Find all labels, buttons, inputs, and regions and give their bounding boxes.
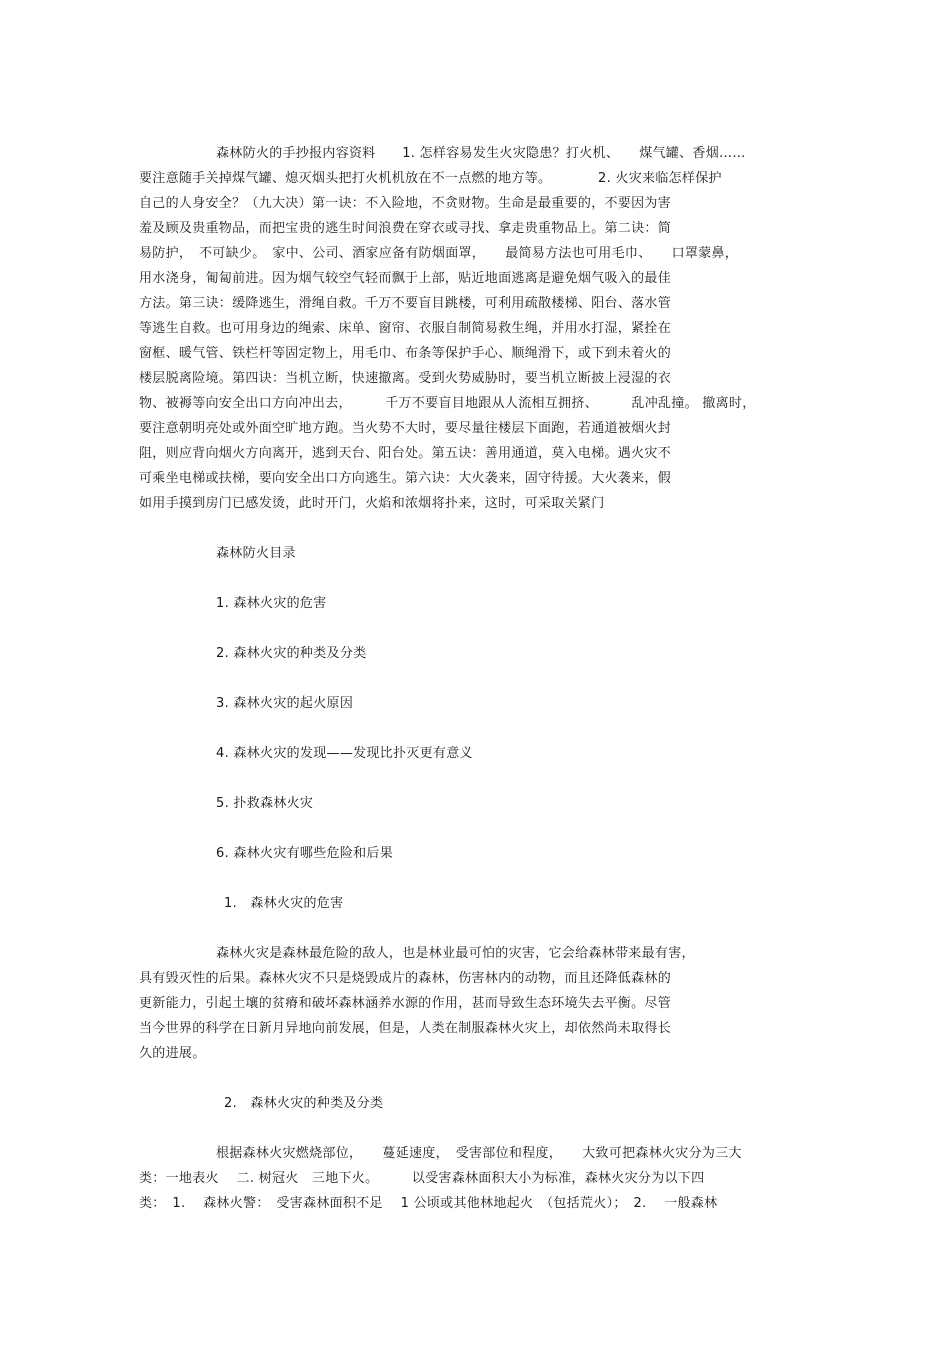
section1-heading: 1. 森林火灾的危害 (224, 896, 344, 911)
intro-line: 用水浇身，匍匐前进。因为烟气较空气轻而飘于上部，贴近地面逃离是避免烟气吸入的最佳 (139, 271, 672, 286)
toc-title: 森林防火目录 (216, 546, 296, 561)
intro-line: 森林防火的手抄报内容资料 1. 怎样容易发生火灾隐患？打火机、 煤气罐、香烟…… (216, 146, 746, 161)
toc-item: 6. 森林火灾有哪些危险和后果 (216, 846, 394, 861)
intro-line: 阻，则应背向烟火方向离开，逃到天台、阳台处。第五诀：善用通道，莫入电梯。遇火灾不 (139, 446, 672, 461)
intro-line: 物、被褥等向安全出口方向冲出去， 千万不要盲目地跟从人流相互拥挤、 乱冲乱撞。 撤离时， (139, 396, 756, 411)
intro-line: 楼层脱离险境。第四诀：当机立断，快速撤离。受到火势威胁时，要当机立断披上浸湿的衣 (139, 371, 672, 386)
intro-line: 易防护， 不可缺少。 家中、公司、酒家应备有防烟面罩， 最简易方法也可用毛巾、 口罩蒙鼻， (139, 246, 739, 261)
section1-line: 森林火灾是森林最危险的敌人，也是林业最可怕的灾害，它会给森林带来最有害， (216, 946, 695, 961)
section2-line: 根据森林火灾燃烧部位， 蔓延速度， 受害部位和程度， 大致可把森林火灾分为三大 (216, 1146, 742, 1161)
section2-line: 类：一地表火 二. 树冠火 三地下火。 以受害森林面积大小为标准，森林火灾分为以下四 (139, 1171, 705, 1186)
toc-item: 3. 森林火灾的起火原因 (216, 696, 354, 711)
toc-item: 1. 森林火灾的危害 (216, 596, 327, 611)
intro-line: 自己的人身安全？（九大决）第一诀：不入险地，不贪财物。生命是最重要的，不要因为害 (139, 196, 672, 211)
intro-line: 如用手摸到房门已感发烫，此时开门，火焰和浓烟将扑来，这时，可采取关紧门 (139, 496, 605, 511)
section2-heading: 2. 森林火灾的种类及分类 (224, 1096, 384, 1111)
intro-line: 要注意朝明亮处或外面空旷地方跑。当火势不大时，要尽量往楼层下面跑，若通道被烟火封 (139, 421, 672, 436)
intro-line: 羞及顾及贵重物品，而把宝贵的逃生时间浪费在穿衣或寻找、拿走贵重物品上。第二诀：简 (139, 221, 672, 236)
toc-item: 5. 扑救森林火灾 (216, 796, 314, 811)
intro-line: 方法。第三诀：缓降逃生，滑绳自救。千万不要盲目跳楼，可利用疏散楼梯、阳台、落水管 (139, 296, 672, 311)
intro-line: 可乘坐电梯或扶梯，要向安全出口方向逃生。第六诀：大火袭来，固守待援。大火袭来，假 (139, 471, 672, 486)
section1-line: 具有毁灭性的后果。森林火灾不只是烧毁成片的森林，伤害林内的动物，而且还降低森林的 (139, 971, 672, 986)
intro-line: 等逃生自救。也可用身边的绳索、床单、窗帘、衣服自制简易救生绳，并用水打湿，紧拴在 (139, 321, 672, 336)
intro-line: 窗框、暖气管、铁栏杆等固定物上，用毛巾、布条等保护手心、顺绳滑下，或下到未着火的 (139, 346, 672, 361)
section2-line: 类： 1. 森林火警： 受害森林面积不足 1 公顷或其他林地起火 （包括荒火）； 2. 一般森林 (139, 1196, 718, 1211)
section1-line: 当今世界的科学在日新月异地向前发展，但是，人类在制服森林火灾上，却依然尚未取得长 (139, 1021, 672, 1036)
intro-line: 要注意随手关掉煤气罐、熄灭烟头把打火机机放在不一点燃的地方等。 2. 火灾来临怎样保护 (139, 171, 722, 186)
toc-item: 4. 森林火灾的发现——发现比扑灭更有意义 (216, 746, 473, 761)
section1-line: 更新能力，引起土壤的贫瘠和破坏森林涵养水源的作用，甚而导致生态环境失去平衡。尽管 (139, 996, 672, 1011)
toc-item: 2. 森林火灾的种类及分类 (216, 646, 367, 661)
section1-line: 久的进展。 (139, 1046, 206, 1061)
